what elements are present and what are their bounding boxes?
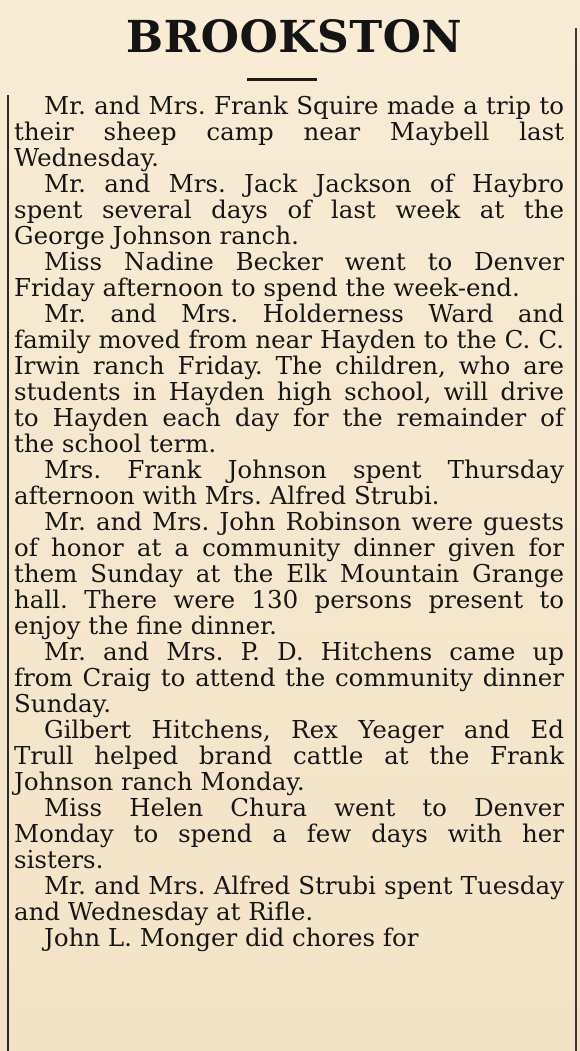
paragraph: Mr. and Mrs. John Robinson were guests of honor at a community dinner given for them Sunday at the Elk Mountain Grange hall. There were 130 persons present to enjoy the fine dinner.	[14, 507, 564, 640]
column-rule-right	[575, 28, 577, 1051]
paragraph: Miss Nadine Becker went to Denver Friday afternoon to spend the week-end.	[14, 247, 564, 302]
paragraph: Gilbert Hitchens, Rex Yeager and Ed Trull helped brand cattle at the Frank Johnson ranch Monday.	[14, 715, 564, 796]
paragraph: Mr. and Mrs. Alfred Strubi spent Tuesday and Wednesday at Rifle.	[14, 871, 564, 926]
paragraph: Mr. and Mrs. Jack Jackson of Haybro spent several days of last week at the George Johnson ranch.	[14, 169, 564, 250]
paragraph: John L. Monger did chores for	[44, 923, 419, 952]
article-body	[14, 93, 564, 951]
headline: BROOKSTON	[125, 12, 463, 63]
paragraph: Mr. and Mrs. Frank Squire made a trip to their sheep camp near Maybell last Wednesday.	[14, 91, 564, 172]
column-rule-left	[7, 95, 9, 1051]
paragraph: Mr. and Mrs. Holderness Ward and family moved from near Hayden to the C. C. Irwin ranch Friday. The children, who are students in Hayden high school, will drive to Hayden each day for the remainder of the school term.	[14, 299, 564, 458]
paragraph: Mrs. Frank Johnson spent Thursday afternoon with Mrs. Alfred Strubi.	[14, 455, 564, 510]
paragraph: Mr. and Mrs. P. D. Hitchens came up from Craig to attend the community dinner Sunday.	[14, 637, 564, 718]
headline-divider	[247, 78, 317, 81]
paragraph: Miss Helen Chura went to Denver Monday to spend a few days with her sisters.	[14, 793, 564, 874]
